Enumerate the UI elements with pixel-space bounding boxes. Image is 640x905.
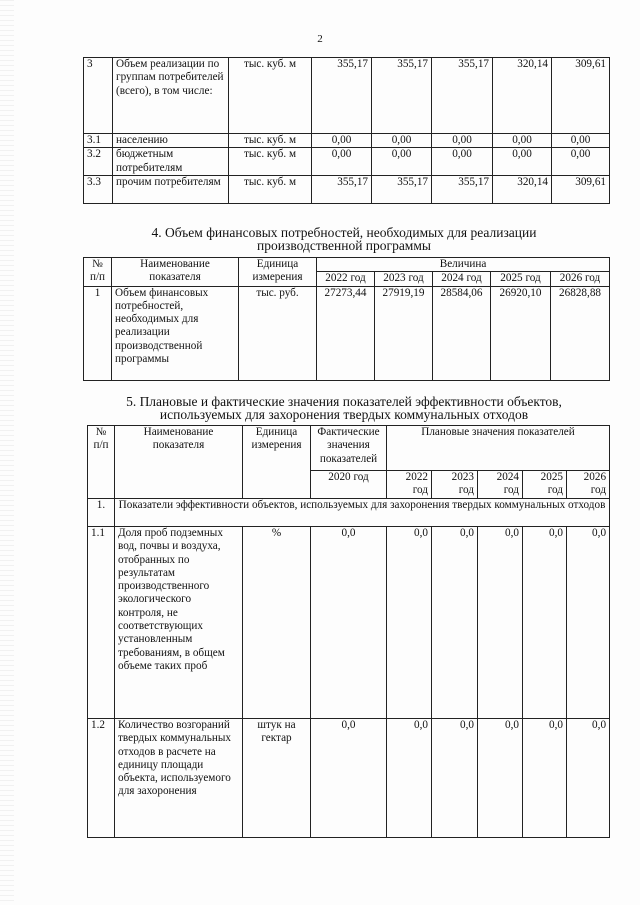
header-row: [84, 258, 610, 272]
header-year: 2023 год: [432, 471, 478, 499]
value-cell: 355,17: [372, 58, 432, 134]
header-year: 2026 год: [551, 272, 610, 286]
header-unit: Единица измерения: [243, 426, 311, 499]
page-number: 2: [317, 33, 323, 45]
header-value: Величина: [317, 258, 610, 272]
value-cell: 0,00: [552, 134, 610, 148]
header-name: Наименование показателя: [115, 426, 243, 499]
value-cell: 355,17: [432, 176, 493, 204]
value-cell: 27273,44: [317, 286, 375, 380]
section-5-title: [70, 395, 618, 421]
header-num: № п/п: [88, 426, 115, 499]
value-cell: 320,14: [493, 176, 552, 204]
header-year: 2022 год: [387, 471, 432, 499]
value-cell: 0,0: [523, 527, 567, 719]
section-5-title-line1: 5. Плановые и фактические значения показателей эффективности объектов,: [126, 394, 562, 409]
row-number: 3.3: [84, 176, 113, 204]
table-row: [84, 176, 610, 204]
value-cell: 0,0: [567, 527, 610, 719]
value-cell: 0,0: [478, 719, 523, 838]
row-name: прочим потребителям: [113, 176, 229, 204]
value-cell: 309,61: [552, 176, 610, 204]
value-cell: 0,00: [552, 148, 610, 176]
value-cell: 0,0: [387, 527, 432, 719]
header-year: 2024 год: [433, 272, 491, 286]
header-year: 2022 год: [317, 272, 375, 286]
table-row: [88, 719, 610, 838]
row-name: Доля проб подземных вод, почвы и воздуха, отобранных по результатам производственного экологического контроля, не соответствующих установленным требованиям, в общем объеме таких проб: [115, 527, 243, 719]
sales-volume-table: [83, 57, 610, 204]
header-num: № п/п: [84, 258, 112, 287]
row-number: 1: [84, 286, 112, 380]
value-cell: 0,0: [523, 719, 567, 838]
financial-needs-table: [83, 257, 610, 381]
row-name: Объем финансовых потребностей, необходимых для реализации производственной программы: [112, 286, 239, 380]
scan-edge: [0, 0, 14, 905]
row-unit: тыс. куб. м: [229, 176, 312, 204]
actual-value: 0,0: [311, 527, 387, 719]
value-cell: 26920,10: [491, 286, 551, 380]
header-actual: Фактические значения показателей: [311, 426, 387, 471]
header-year: 2025 год: [523, 471, 567, 499]
header-year: 2025 год: [491, 272, 551, 286]
row-unit: штук на гектар: [243, 719, 311, 838]
value-cell: 26828,88: [551, 286, 610, 380]
value-cell: 0,00: [312, 134, 372, 148]
row-number: 1.2: [88, 719, 115, 838]
table-row: [88, 527, 610, 719]
row-unit: тыс. куб. м: [229, 134, 312, 148]
header-unit: Единица измерения: [239, 258, 317, 287]
header-actual-year: 2020 год: [311, 471, 387, 499]
section-4-title: [80, 226, 608, 252]
value-cell: 0,00: [372, 134, 432, 148]
value-cell: 0,00: [493, 134, 552, 148]
value-cell: 355,17: [312, 58, 372, 134]
row-name: населению: [113, 134, 229, 148]
value-cell: 309,61: [552, 58, 610, 134]
value-cell: 28584,06: [433, 286, 491, 380]
value-cell: 0,00: [432, 148, 493, 176]
section-5-title-line2: используемых для захоронения твердых коммунальных отходов: [159, 407, 529, 422]
value-cell: 0,0: [432, 719, 478, 838]
table-row: [84, 148, 610, 176]
group-number: 1.: [88, 499, 115, 527]
table-row: [84, 134, 610, 148]
value-cell: 27919,19: [375, 286, 433, 380]
value-cell: 320,14: [493, 58, 552, 134]
table-row: [84, 286, 610, 380]
value-cell: 0,00: [312, 148, 372, 176]
value-cell: 0,00: [493, 148, 552, 176]
value-cell: 0,0: [567, 719, 610, 838]
header-planned: Плановые значения показателей: [387, 426, 610, 471]
row-name: Количество возгораний твердых коммунальных отходов в расчете на единицу площади объекта, используемого для захоронения: [115, 719, 243, 838]
row-number: 1.1: [88, 527, 115, 719]
header-year: 2024 год: [478, 471, 523, 499]
row-number: 3: [84, 58, 113, 134]
group-title: Показатели эффективности объектов, используемых для захоронения твердых коммунальных отходов: [115, 499, 610, 527]
actual-value: 0,0: [311, 719, 387, 838]
row-unit: тыс. руб.: [239, 286, 317, 380]
group-row: [88, 499, 610, 527]
header-name: Наименование показателя: [112, 258, 239, 287]
value-cell: 0,00: [432, 134, 493, 148]
header-year: 2023 год: [375, 272, 433, 286]
header-year: 2026 год: [567, 471, 610, 499]
section-4-title-line1: 4. Объем финансовых потребностей, необходимых для реализации: [151, 225, 537, 240]
value-cell: 0,0: [478, 527, 523, 719]
header-row: [88, 426, 610, 471]
row-unit: тыс. куб. м: [229, 148, 312, 176]
row-unit: тыс. куб. м: [229, 58, 312, 134]
row-unit: %: [243, 527, 311, 719]
value-cell: 0,0: [432, 527, 478, 719]
row-number: 3.2: [84, 148, 113, 176]
value-cell: 355,17: [372, 176, 432, 204]
row-name: Объем реализации по группам потребителей (всего), в том числе:: [113, 58, 229, 134]
table-row: [84, 58, 610, 134]
efficiency-indicators-table: [87, 425, 610, 838]
section-4-title-line2: производственной программы: [257, 238, 431, 253]
value-cell: 0,00: [372, 148, 432, 176]
value-cell: 355,17: [312, 176, 372, 204]
row-name: бюджетным потребителям: [113, 148, 229, 176]
value-cell: 355,17: [432, 58, 493, 134]
row-number: 3.1: [84, 134, 113, 148]
value-cell: 0,0: [387, 719, 432, 838]
